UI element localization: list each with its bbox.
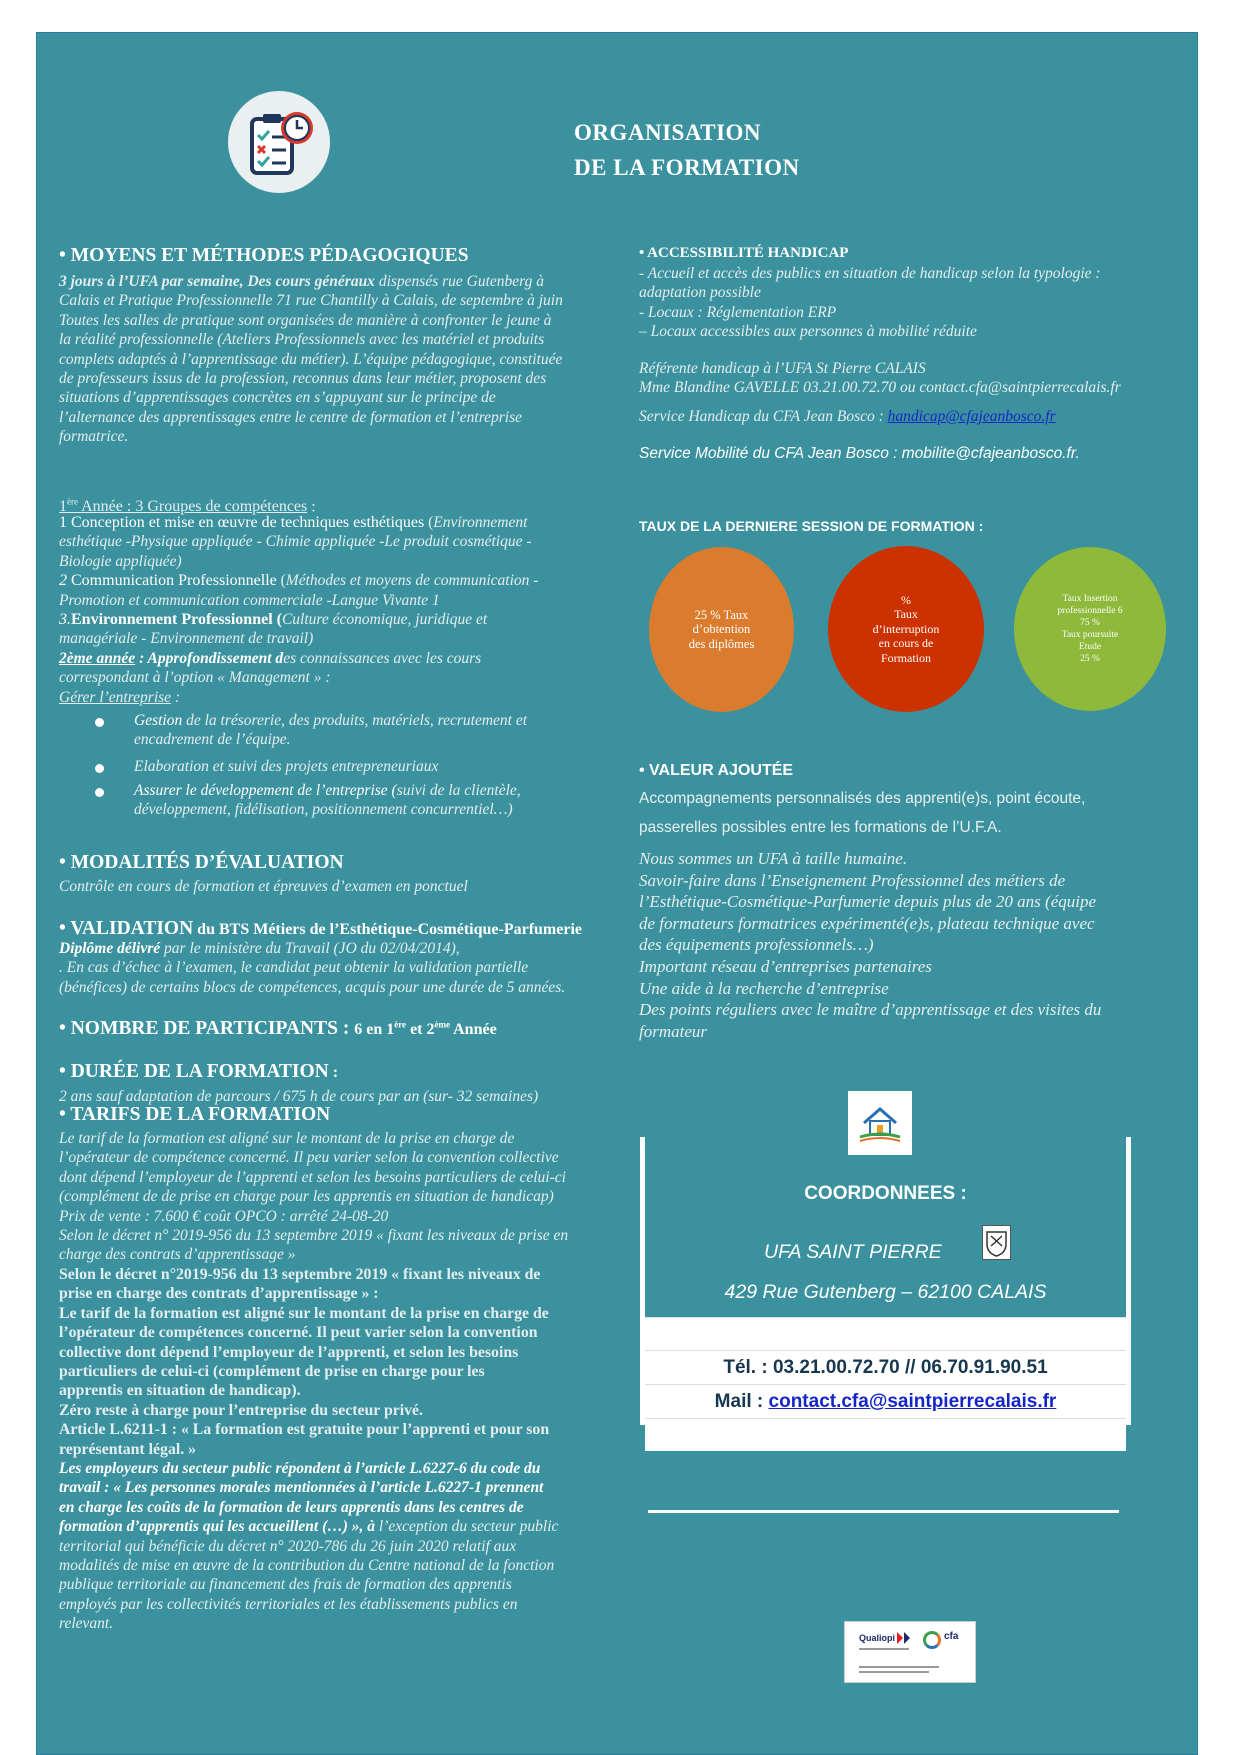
service-handicap-label: Service Handicap du CFA Jean Bosco : bbox=[639, 408, 888, 425]
duree-text: 2 ans sauf adaptation de parcours / 675 h de cours par an (sur- 32 semaines) bbox=[59, 1088, 539, 1105]
bullet-dot bbox=[95, 718, 104, 727]
ufa-name: UFA SAINT PIERRE bbox=[764, 1241, 942, 1263]
bullet3-line2: développement, fidélisation, positionnement concurrentiel…) bbox=[134, 801, 513, 819]
tarifs-bold-line: représentant légal. » bbox=[59, 1440, 197, 1458]
stat-text: Taux poursuite bbox=[1061, 630, 1119, 640]
bullet2-text: Elaboration et suivi des projets entrepreneuriaux bbox=[134, 758, 439, 775]
moyens-line: complets adaptés à l’apprentissage du métier). L’équipe pédagogique, constituée bbox=[59, 350, 563, 368]
participants-text: 6 en 1 bbox=[354, 1021, 395, 1038]
item1-detail: Biologie appliquée) bbox=[59, 552, 182, 570]
poster-panel bbox=[36, 32, 1198, 1755]
item1-detail: Environnement bbox=[433, 514, 528, 531]
stat-circle-diplomes bbox=[649, 547, 794, 712]
mail-link[interactable]: contact.cfa@saintpierrecalais.fr bbox=[768, 1391, 1057, 1412]
item1-paren: ( bbox=[424, 514, 434, 531]
modalites-text: Contrôle en cours de formation et épreuves d’examen en ponctuel bbox=[59, 878, 468, 895]
tarifs-line: Prix de vente : 7.600 € coût OPCO : arrêté 24-08-20 bbox=[59, 1207, 389, 1225]
participants-text: et 2 bbox=[406, 1021, 435, 1038]
stat-text: % bbox=[901, 592, 911, 607]
valeur-line: formateur bbox=[639, 1021, 707, 1041]
valeur-line: Important réseau d’entreprises partenaires bbox=[639, 956, 932, 976]
item1-detail: esthétique -Physique appliquée - Chimie appliquée -Le produit cosmétique - bbox=[59, 533, 532, 551]
stat-circle-interruption bbox=[828, 546, 984, 712]
item1-title: Conception et mise en œuvre de techniques esthétiques bbox=[71, 514, 425, 531]
accessibilite-line: – Locaux accessibles aux personnes à mobilité réduite bbox=[639, 323, 977, 341]
annee1-text: Année : 3 Groupes de compétences bbox=[78, 498, 308, 516]
tarifs-bold-line: apprentis en situation de handicap). bbox=[59, 1382, 301, 1400]
stat-text: Formation bbox=[881, 650, 931, 665]
section-heading-participants: • NOMBRE DE PARTICIPANTS bbox=[59, 1018, 338, 1039]
tarifs-bold-line: collective dont dépend l’employeur de l’apprenti, et selon les besoins bbox=[59, 1343, 519, 1361]
section-heading-taux: TAUX DE LA DERNIERE SESSION DE FORMATION : bbox=[639, 518, 984, 534]
coordonnees-box bbox=[640, 1137, 1131, 1425]
valeur-line: Des points réguliers avec le maître d’apprentissage et des visites du bbox=[639, 1000, 1102, 1020]
bullet1-text: de la trésorerie, des produits, matériels, recrutement et bbox=[182, 712, 528, 729]
participants-text: Année bbox=[450, 1021, 497, 1038]
tarifs-bold-line: Le tarif de la formation est aligné sur le montant de la prise en charge de bbox=[59, 1304, 549, 1322]
tarifs-bold-line: Article L.6211-1 : « La formation est gratuite pour l’apprenti et pour son bbox=[59, 1421, 550, 1439]
diplome-text: par le ministère du Travail (JO du 02/04/2014), bbox=[160, 940, 460, 957]
gerer-colon: : bbox=[171, 688, 181, 706]
mail-label: Mail : bbox=[714, 1391, 769, 1412]
coordonnees-heading: COORDONNEES : bbox=[804, 1183, 967, 1204]
moyens-intro-rest: dispensés rue Gutenberg à bbox=[374, 273, 544, 290]
participants-sup: ème bbox=[434, 1019, 450, 1030]
duree-colon: : bbox=[328, 1064, 339, 1081]
tarifs-bold-line: l’opérateur de compétences concerné. Il peut varier selon la convention bbox=[59, 1324, 538, 1342]
item2-paren: ( bbox=[276, 572, 286, 590]
annee1-sup: ère bbox=[67, 497, 78, 507]
item3-title: Environnement Professionnel ( bbox=[71, 611, 282, 629]
participants-colon: : bbox=[337, 1018, 355, 1039]
annee1-colon: : bbox=[307, 498, 316, 516]
tarifs-line: (complément de de prise en charge pour les apprentis en situation de handicap) bbox=[59, 1188, 554, 1206]
item3-detail: managériale - Environnement de travail) bbox=[59, 630, 314, 648]
annee2-line2: correspondant à l’option « Management » : bbox=[59, 669, 331, 687]
section-heading-tarifs: • TARIFS DE LA FORMATION bbox=[59, 1104, 331, 1125]
item2-num: 2 bbox=[59, 572, 71, 590]
stat-circle-insertion bbox=[1014, 547, 1166, 711]
stat-text: en cours de bbox=[878, 636, 934, 651]
section-heading-accessibilite: • ACCESSIBILITÉ HANDICAP bbox=[639, 245, 849, 261]
stat-text: Taux bbox=[894, 607, 918, 622]
stat-text: Etude bbox=[1078, 642, 1102, 652]
valeur-line: Savoir-faire dans l’Enseignement Professionnel des métiers de bbox=[639, 870, 1066, 890]
accessibilite-line: - Accueil et accès des publics en situation de handicap selon la typologie : bbox=[639, 265, 1101, 282]
certification-logo bbox=[844, 1621, 976, 1683]
tarifs-tail-line: employés par les collectivités territoriales et les établissements publics en bbox=[59, 1595, 518, 1613]
annee2-label: 2ème année bbox=[59, 649, 136, 667]
annee1-num: 1 bbox=[59, 498, 67, 516]
qualiopi-logo: Qualiopi bbox=[859, 1633, 895, 1643]
moyens-line: formatrice. bbox=[59, 428, 129, 446]
gerer-label: Gérer l’entreprise bbox=[59, 688, 172, 706]
section-heading-duree: • DURÉE DE LA FORMATION bbox=[59, 1061, 329, 1082]
valeur-line: Une aide à la recherche d’entreprise bbox=[639, 978, 889, 998]
moyens-line: Toutes les salles de pratique sont organisées de manière à confronter le jeune à bbox=[59, 311, 552, 329]
item3-num: 3. bbox=[59, 611, 71, 629]
qualiopi-chevrons-icon bbox=[897, 1632, 913, 1644]
diplome-label: Diplôme délivré bbox=[59, 940, 161, 957]
accessibilite-line: adaptation possible bbox=[639, 284, 761, 302]
validation-line: . En cas d’échec à l’examen, le candidat peut obtenir la validation partielle bbox=[59, 959, 529, 977]
ufa-address: 429 Rue Gutenberg – 62100 CALAIS bbox=[724, 1281, 1047, 1303]
contact-tel: Tél. : 03.21.00.72.70 // 06.70.91.90.51 bbox=[723, 1357, 1048, 1378]
valeur-text: passerelles possibles entre les formations de l’U.F.A. bbox=[639, 819, 1002, 836]
moyens-line: la réalité professionnelle (Ateliers Professionnels avec les matériel et produits bbox=[59, 331, 545, 349]
clipboard-clock-icon bbox=[228, 91, 330, 193]
section-heading-moyens: • MOYENS ET MÉTHODES PÉDAGOGIQUES bbox=[59, 245, 469, 266]
contact-row-empty bbox=[645, 1317, 1126, 1350]
tarifs-public-rest: l’exception du secteur public bbox=[375, 1518, 559, 1536]
tarifs-public-line: en charge les coûts de la formation de leurs apprentis dans les centres de bbox=[59, 1498, 524, 1516]
qualiopi-lines bbox=[859, 1666, 939, 1668]
tarifs-bold-line: Selon le décret n°2019-956 du 13 septembre 2019 « fixant les niveaux de bbox=[59, 1266, 541, 1283]
stat-text: d’interruption bbox=[872, 621, 940, 636]
tarifs-tail-line: relevant. bbox=[59, 1615, 114, 1633]
contact-row-mail bbox=[645, 1384, 1126, 1418]
qualiopi-lines bbox=[859, 1671, 929, 1673]
item2-detail: Promotion et communication commerciale -Langue Vivante 1 bbox=[59, 591, 440, 609]
bullet1-lead: Gestion bbox=[134, 712, 183, 729]
stat-text: 25 % Taux bbox=[694, 607, 749, 622]
item3-detail: Culture économique, juridique et bbox=[281, 611, 488, 629]
tarifs-tail-line: territorial qui bénéficie du décret n° 2020-786 du 26 juin 2020 relatif aux bbox=[59, 1537, 517, 1555]
validation-subtitle: du BTS Métiers de l’Esthétique-Cosmétique-Parfumerie bbox=[193, 921, 583, 938]
moyens-line: l’alternance des apprentissages entre le centre de formation et l’entreprise bbox=[59, 408, 523, 426]
referente-line: Mme Blandine GAVELLE 03.21.00.72.70 ou contact.cfa@saintpierrecalais.fr bbox=[639, 379, 1121, 397]
tarifs-public-line: Les employeurs du secteur public répondent à l’article L.6227-6 du code du bbox=[59, 1460, 541, 1477]
bullet-dot bbox=[95, 764, 104, 773]
tarifs-public-bold: formation d’apprentis qui les accueillent (…) », à bbox=[59, 1518, 376, 1536]
contact-row-empty bbox=[645, 1418, 1126, 1451]
item2-detail: Méthodes et moyens de communication - bbox=[285, 572, 539, 590]
stat-text: 75 % bbox=[1080, 618, 1100, 628]
tarifs-line: l’opérateur de compétence concerné. Il peu varier selon la convention collective bbox=[59, 1149, 559, 1167]
tarifs-bold-line: Zéro reste à charge pour l’entreprise du secteur privé. bbox=[59, 1401, 423, 1419]
coat-of-arms-icon bbox=[982, 1225, 1011, 1260]
service-mobilite: Service Mobilité du CFA Jean Bosco : mobilite@cfajeanbosco.fr. bbox=[639, 445, 1080, 462]
valeur-text: Accompagnements personnalisés des apprenti(e)s, point écoute, bbox=[639, 790, 1086, 807]
moyens-line: situations d’apprentissages concrètes en s’appuyant sur le principe de bbox=[59, 389, 496, 407]
tarifs-tail-line: modalités de mise en œuvre de la contribution du Centre national de la fonction bbox=[59, 1557, 555, 1575]
referente-line: Référente handicap à l’UFA St Pierre CALAIS bbox=[639, 360, 926, 377]
valeur-line: l’Esthétique-Cosmétique-Parfumerie depuis plus de 20 ans (équipe bbox=[639, 892, 1097, 912]
stat-text: professionnelle 6 bbox=[1057, 606, 1123, 616]
divider-line bbox=[648, 1510, 1119, 1513]
tarifs-line: charge des contrats d’apprentissage » bbox=[59, 1246, 296, 1264]
annee2-rest: es connaissances avec les cours bbox=[283, 649, 482, 667]
page-title-line1: ORGANISATION bbox=[574, 120, 762, 145]
section-heading-validation: • VALIDATION bbox=[59, 918, 194, 939]
cfa-logo bbox=[923, 1631, 941, 1649]
tarifs-line: Selon le décret n° 2019-956 du 13 septembre 2019 « fixant les niveaux de prise en bbox=[59, 1227, 569, 1245]
moyens-intro-bold: 3 jours à l’UFA par semaine, Des cours généraux bbox=[59, 273, 375, 290]
tarifs-tail-line: publique territoriale au financement des frais de formation des apprentis bbox=[59, 1576, 512, 1594]
valeur-line: de formateurs formatrices expérimenté(e)s, plateau technique avec bbox=[639, 913, 1095, 933]
bullet3-text2: suivi de la clientèle, bbox=[396, 782, 521, 799]
annee2-bold: : Approfondissement d bbox=[135, 649, 284, 667]
stat-text: d’obtention bbox=[692, 622, 751, 637]
validation-line: (bénéfices) de certains blocs de compétences, acquis pour une durée de 5 années. bbox=[59, 978, 566, 996]
item1-num: 1 bbox=[59, 514, 71, 531]
participants-sup: ère bbox=[394, 1019, 407, 1030]
valeur-line: des équipements professionnels…) bbox=[639, 935, 874, 955]
bullet3-text: Assurer le développement de l’entreprise ( bbox=[134, 782, 397, 799]
valeur-line: Nous sommes un UFA à taille humaine. bbox=[639, 849, 908, 868]
section-heading-valeur: • VALEUR AJOUTÉE bbox=[639, 762, 794, 779]
section-heading-modalites: • MODALITÉS D’ÉVALUATION bbox=[59, 852, 344, 873]
stat-text: 25 % bbox=[1080, 654, 1100, 664]
bullet-dot bbox=[95, 788, 104, 797]
tarifs-line: dont dépend l’employeur de l’apprenti et selon les besoins particuliers de celui-ci bbox=[59, 1168, 566, 1186]
stat-text: des diplômes bbox=[688, 636, 755, 651]
page-title-line2: DE LA FORMATION bbox=[574, 155, 800, 180]
bullet1-line2: encadrement de l’équipe. bbox=[134, 731, 291, 749]
tarifs-bold-line: particuliers de celui-ci (complément de prise en charge pour les bbox=[59, 1363, 485, 1381]
cfa-logo-text: cfa bbox=[944, 1631, 959, 1642]
moyens-line: de professeurs issus de la profession, reconnus dans leur métier, proposent des bbox=[59, 370, 547, 388]
service-handicap-link[interactable]: handicap@cfajeanbosco.fr bbox=[887, 408, 1056, 425]
tarifs-bold-line: prise en charge des contrats d’apprentissage » : bbox=[59, 1285, 379, 1303]
tarifs-public-line: travail : « Les personnes morales mentionnées à l’article L.6227-1 prennent bbox=[59, 1479, 544, 1497]
tarifs-line: Le tarif de la formation est aligné sur le montant de la prise en charge de bbox=[59, 1130, 515, 1147]
contact-row-tel bbox=[645, 1350, 1126, 1384]
stat-text: Taux Insertion bbox=[1062, 594, 1118, 604]
item2-title: Communication Professionnelle bbox=[71, 572, 277, 590]
accessibilite-line: - Locaux : Réglementation ERP bbox=[639, 303, 837, 321]
moyens-line: Calais et Pratique Professionnelle 71 rue Chantilly à Calais, de septembre à juin bbox=[59, 292, 563, 310]
qualiopi-lines bbox=[859, 1648, 909, 1650]
